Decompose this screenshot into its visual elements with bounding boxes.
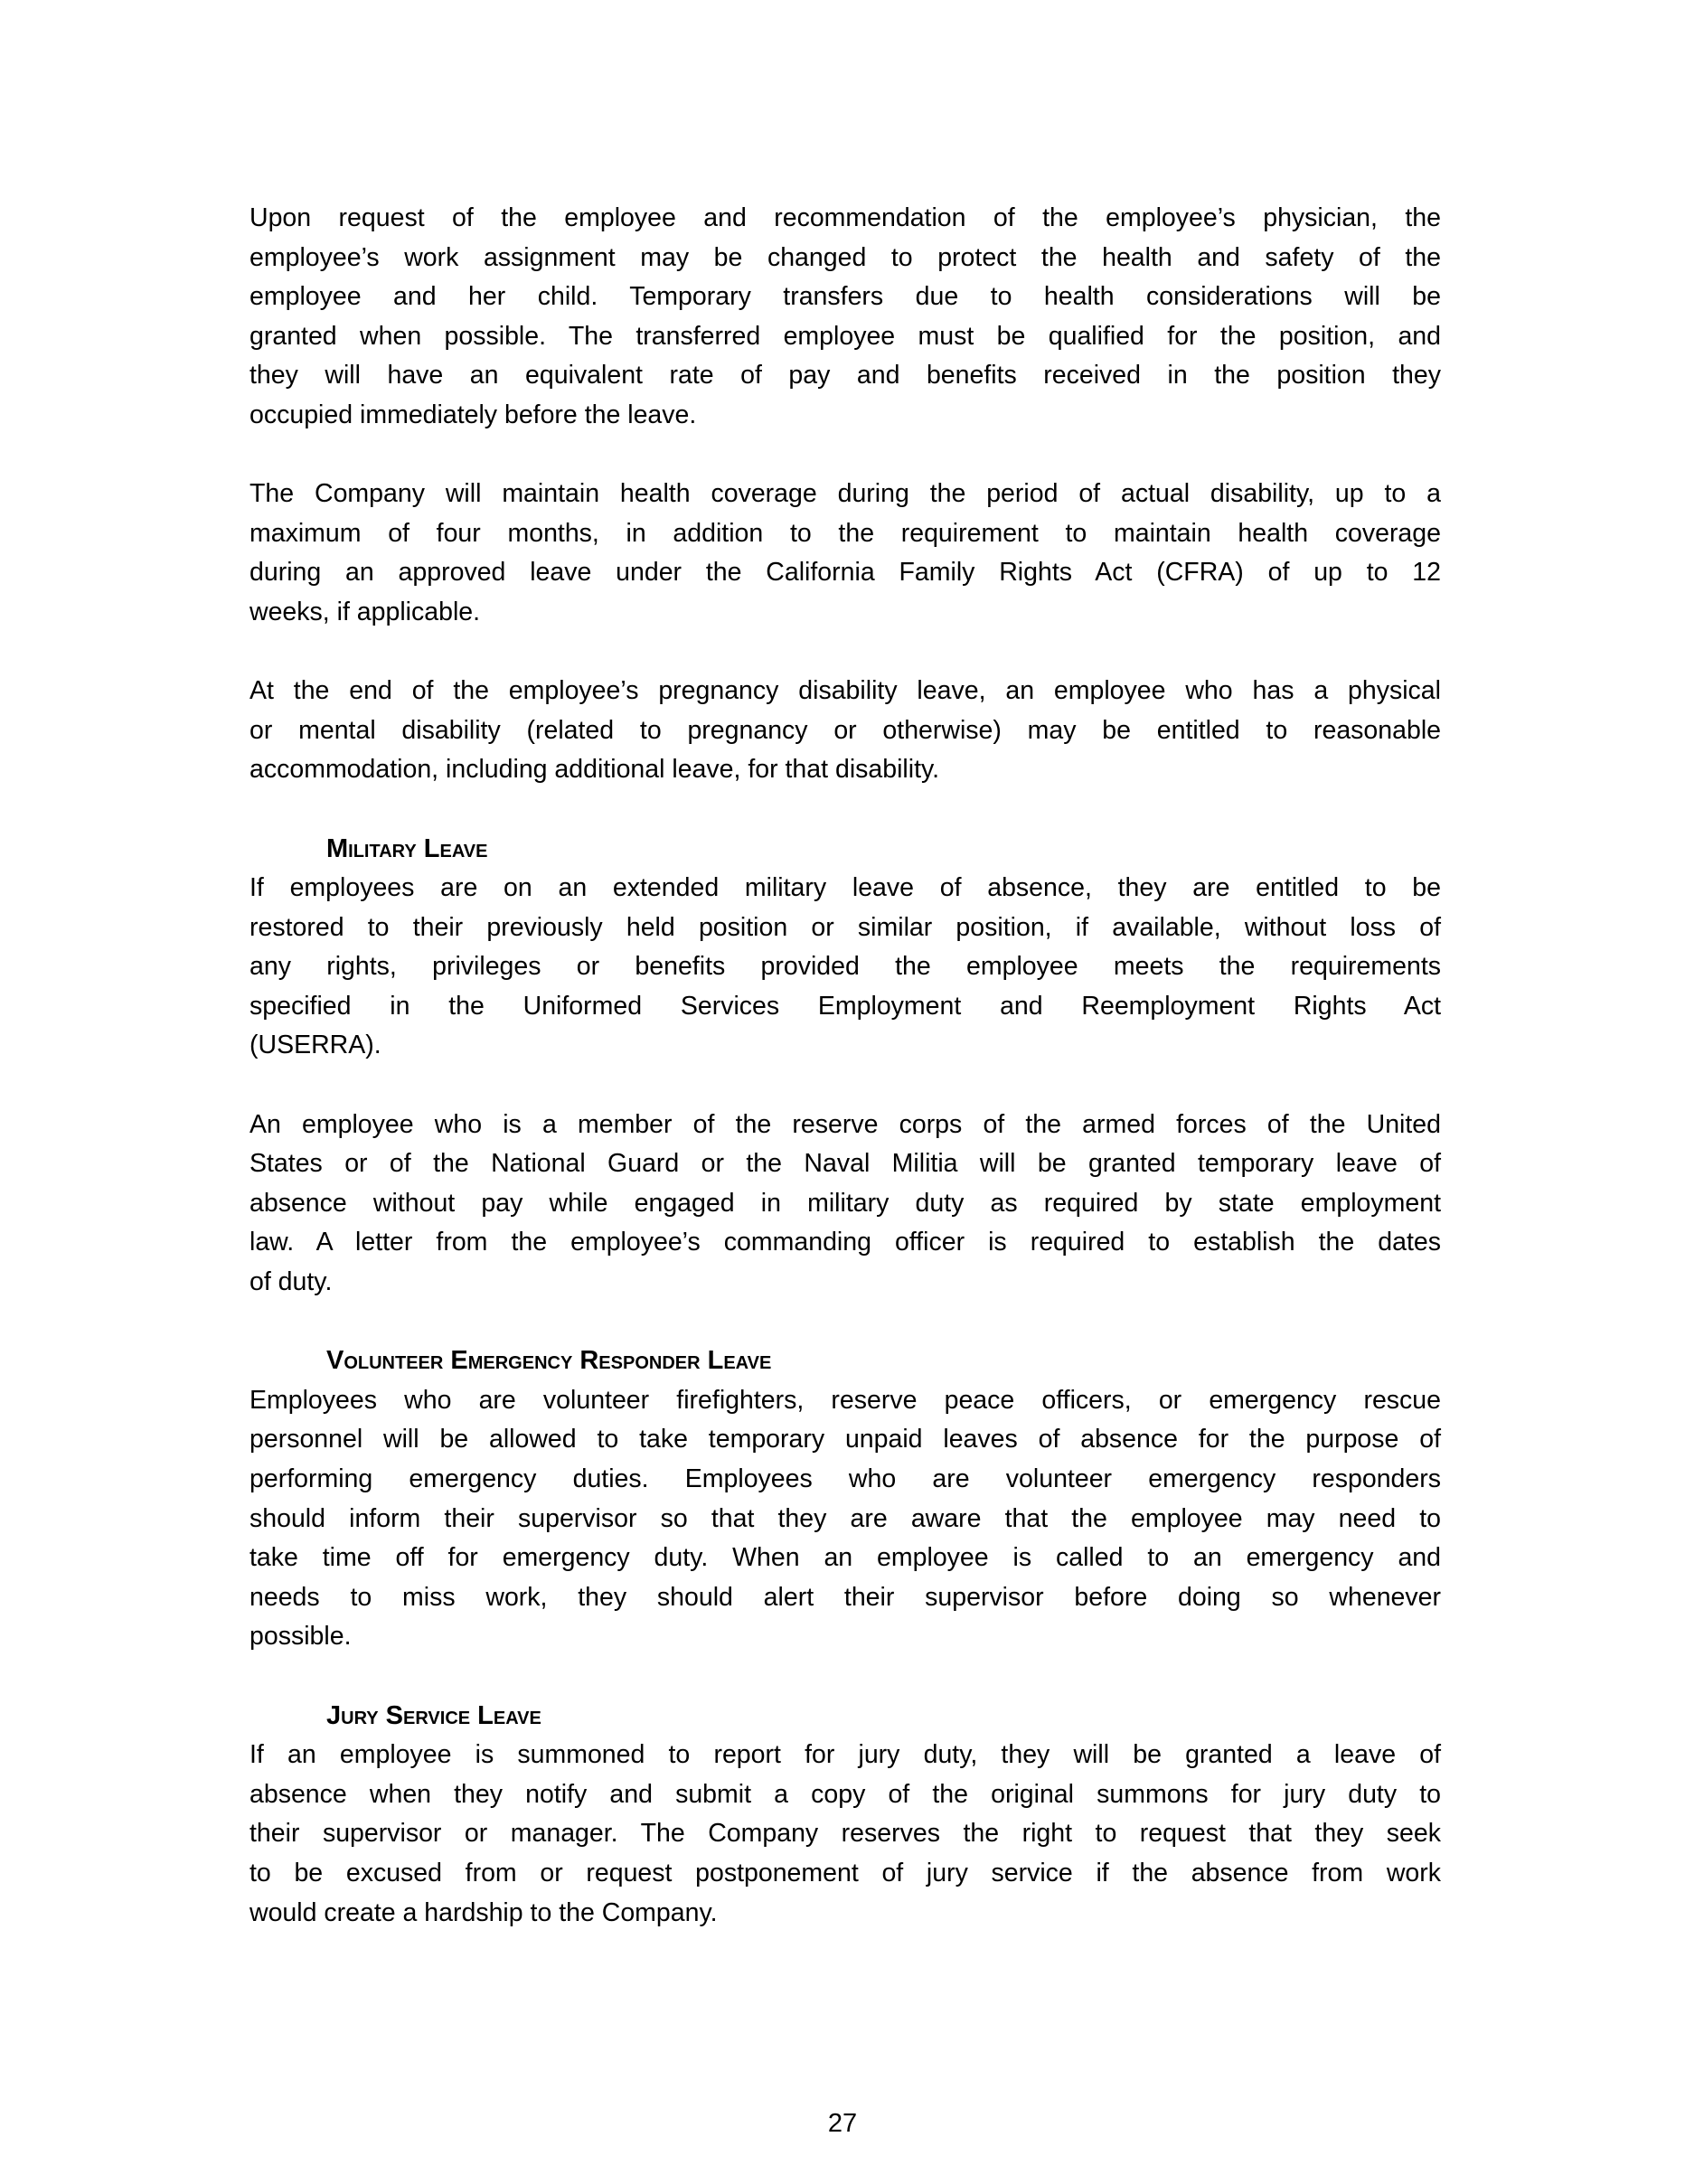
paragraph-spacer xyxy=(249,436,1441,475)
text-line: employee and her child. Temporary transfers due to health considerations will be xyxy=(249,282,1441,312)
text-line: maximum of four months, in addition to the requirement to maintain health coverage xyxy=(249,518,1441,548)
text-line: If an employee is summoned to report for jury duty, they will be granted a leave of xyxy=(249,1740,1441,1770)
text-line: Upon request of the employee and recommendation of the employee’s physician, the xyxy=(249,203,1441,232)
text-line: The Company will maintain health coverage during the period of actual disability, up to a xyxy=(249,479,1441,509)
document-body xyxy=(249,199,1441,1933)
paragraph xyxy=(249,199,1441,436)
text-line: States or of the National Guard or the Naval Militia will be granted temporary leave of xyxy=(249,1149,1441,1179)
text-line: employee’s work assignment may be changed to protect the health and safety of the xyxy=(249,242,1441,272)
text-line: An employee who is a member of the reserve corps of the armed forces of the United xyxy=(249,1109,1441,1139)
page-number: 27 xyxy=(827,2109,858,2138)
paragraph xyxy=(249,1381,1441,1657)
section-heading: Volunteer Emergency Responder Leave xyxy=(326,1346,772,1376)
text-line: should inform their supervisor so that they are aware that the employee may need to xyxy=(249,1503,1441,1533)
text-line: If employees are on an extended military leave of absence, they are entitled to be xyxy=(249,873,1441,903)
text-line: accommodation, including additional leave, for that disability. xyxy=(249,755,940,785)
text-line: Employees who are volunteer firefighters, reserve peace officers, or emergency rescue xyxy=(249,1385,1441,1415)
text-line: of duty. xyxy=(249,1267,333,1297)
paragraph-spacer xyxy=(249,790,1441,830)
text-line: restored to their previously held position or similar position, if available, without loss of xyxy=(249,912,1441,942)
text-line: specified in the Uniformed Services Employment and Reemployment Rights Act xyxy=(249,991,1441,1021)
paragraph xyxy=(249,672,1441,790)
paragraph-spacer xyxy=(249,1303,1441,1342)
text-line: occupied immediately before the leave. xyxy=(249,400,697,429)
text-line: would create a hardship to the Company. xyxy=(249,1897,718,1927)
paragraph xyxy=(249,475,1441,632)
text-line: personnel will be allowed to take temporary unpaid leaves of absence for the purpose of xyxy=(249,1425,1441,1454)
text-line: needs to miss work, they should alert their supervisor before doing so whenever xyxy=(249,1582,1441,1612)
paragraph xyxy=(249,869,1441,1066)
text-line: or mental disability (related to pregnancy or otherwise) may be entitled to reasonable xyxy=(249,715,1441,745)
paragraph xyxy=(249,1106,1441,1303)
text-line: performing emergency duties. Employees who are volunteer emergency responders xyxy=(249,1464,1441,1493)
section-heading: Military Leave xyxy=(326,833,488,863)
text-line: they will have an equivalent rate of pay and benefits received in the position they xyxy=(249,361,1441,391)
paragraph-spacer xyxy=(249,633,1441,673)
text-line: take time off for emergency duty. When an employee is called to an emergency and xyxy=(249,1543,1441,1573)
text-line: absence without pay while engaged in military duty as required by state employment xyxy=(249,1188,1441,1218)
paragraph-spacer xyxy=(249,1657,1441,1697)
text-line: (USERRA). xyxy=(249,1031,381,1060)
text-line: any rights, privileges or benefits provided the employee meets the requirements xyxy=(249,952,1441,982)
text-line: granted when possible. The transferred employee must be qualified for the position, and xyxy=(249,321,1441,351)
text-line: weeks, if applicable. xyxy=(249,597,481,626)
paragraph-spacer xyxy=(249,1066,1441,1106)
text-line: At the end of the employee’s pregnancy disability leave, an employee who has a physical xyxy=(249,676,1441,706)
text-line: absence when they notify and submit a copy of the original summons for jury duty to xyxy=(249,1779,1441,1809)
text-line: possible. xyxy=(249,1622,352,1652)
text-line: their supervisor or manager. The Company reserves the right to request that they seek xyxy=(249,1819,1441,1849)
text-line: to be excused from or request postponement of jury service if the absence from work xyxy=(249,1858,1441,1887)
text-line: law. A letter from the employee’s commanding officer is required to establish the dates xyxy=(249,1228,1441,1257)
paragraph xyxy=(249,1736,1441,1933)
section-heading: Jury Service Leave xyxy=(326,1700,541,1730)
text-line: during an approved leave under the California Family Rights Act (CFRA) of up to 12 xyxy=(249,558,1441,588)
